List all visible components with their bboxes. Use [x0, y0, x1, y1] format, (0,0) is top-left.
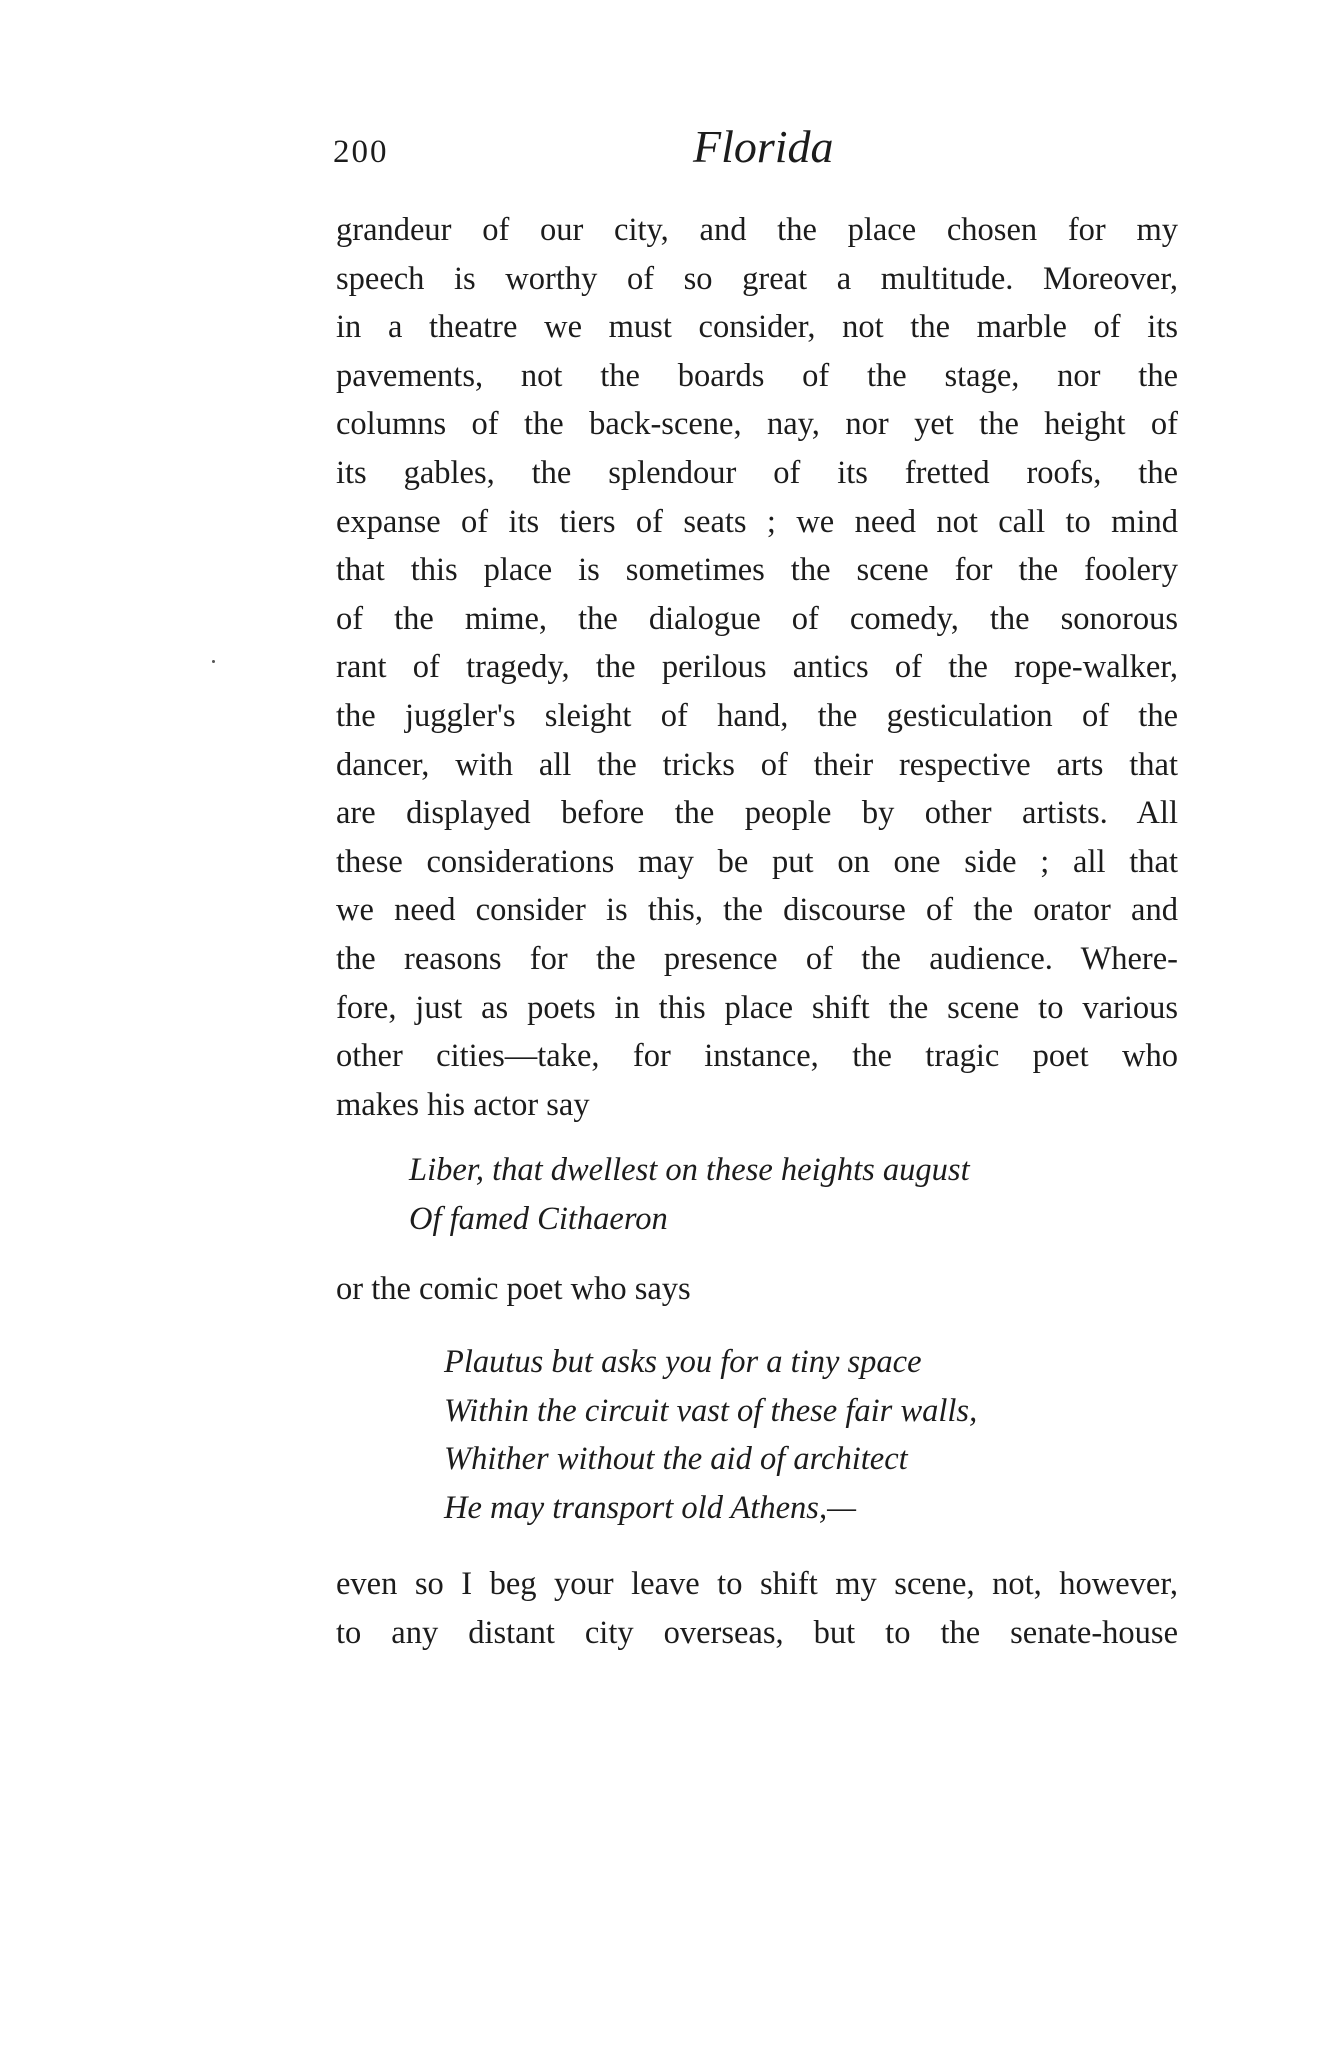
text-line: speech is worthy of so great a multitude. Moreover,: [336, 260, 1178, 297]
text-line: its gables, the splendour of its fretted roofs, the: [336, 454, 1178, 491]
page-number: 200: [333, 134, 389, 170]
print-speck: [212, 660, 215, 663]
closing-paragraph: [336, 1560, 1178, 1657]
verse-line: Of famed Cithaeron: [409, 1200, 668, 1237]
text-line: makes his actor say: [336, 1086, 590, 1123]
text-line: the reasons for the presence of the audience. Where-: [336, 940, 1178, 977]
body-paragraph: [336, 206, 1178, 1129]
page-header: [333, 120, 1173, 190]
verse-quotation-plautus: [444, 1338, 977, 1532]
text-line: to any distant city overseas, but to the senate-house: [336, 1614, 1178, 1651]
text-line: we need consider is this, the discourse of the orator and: [336, 892, 1178, 929]
text-line: fore, just as poets in this place shift the scene to various: [336, 989, 1178, 1026]
verse-line: Whither without the aid of architect: [444, 1441, 908, 1478]
text-line: rant of tragedy, the perilous antics of the rope-walker,: [336, 649, 1178, 686]
text-line: expanse of its tiers of seats ; we need not call to mind: [336, 503, 1178, 540]
text-line: are displayed before the people by other artists. All: [336, 795, 1178, 832]
text-line: these considerations may be put on one side ; all that: [336, 843, 1178, 880]
verse-line: Plautus but asks you for a tiny space: [444, 1344, 922, 1380]
text-line: dancer, with all the tricks of their respective arts that: [336, 746, 1178, 783]
verse-line: Liber, that dwellest on these heights august: [409, 1152, 970, 1188]
text-line: columns of the back-scene, nay, nor yet the height of: [336, 406, 1178, 443]
text-line: of the mime, the dialogue of comedy, the sonorous: [336, 600, 1178, 637]
text-line: pavements, not the boards of the stage, nor the: [336, 357, 1178, 394]
text-line: grandeur of our city, and the place chosen for my: [336, 212, 1178, 248]
text-line: in a theatre we must consider, not the marble of its: [336, 309, 1178, 346]
text-line: the juggler's sleight of hand, the gesticulation of the: [336, 697, 1178, 734]
text-line: even so I beg your leave to shift my scene, not, however,: [336, 1566, 1178, 1602]
verse-line: Within the circuit vast of these fair walls,: [444, 1392, 978, 1429]
running-head: Florida: [693, 121, 834, 172]
verse-line: He may transport old Athens,—: [444, 1489, 856, 1526]
verse-quotation-liber: [409, 1146, 970, 1243]
connector-line: or the comic poet who says: [336, 1271, 691, 1307]
text-line: that this place is sometimes the scene for the foolery: [336, 552, 1178, 589]
text-line: other cities—take, for instance, the tragic poet who: [336, 1038, 1178, 1075]
